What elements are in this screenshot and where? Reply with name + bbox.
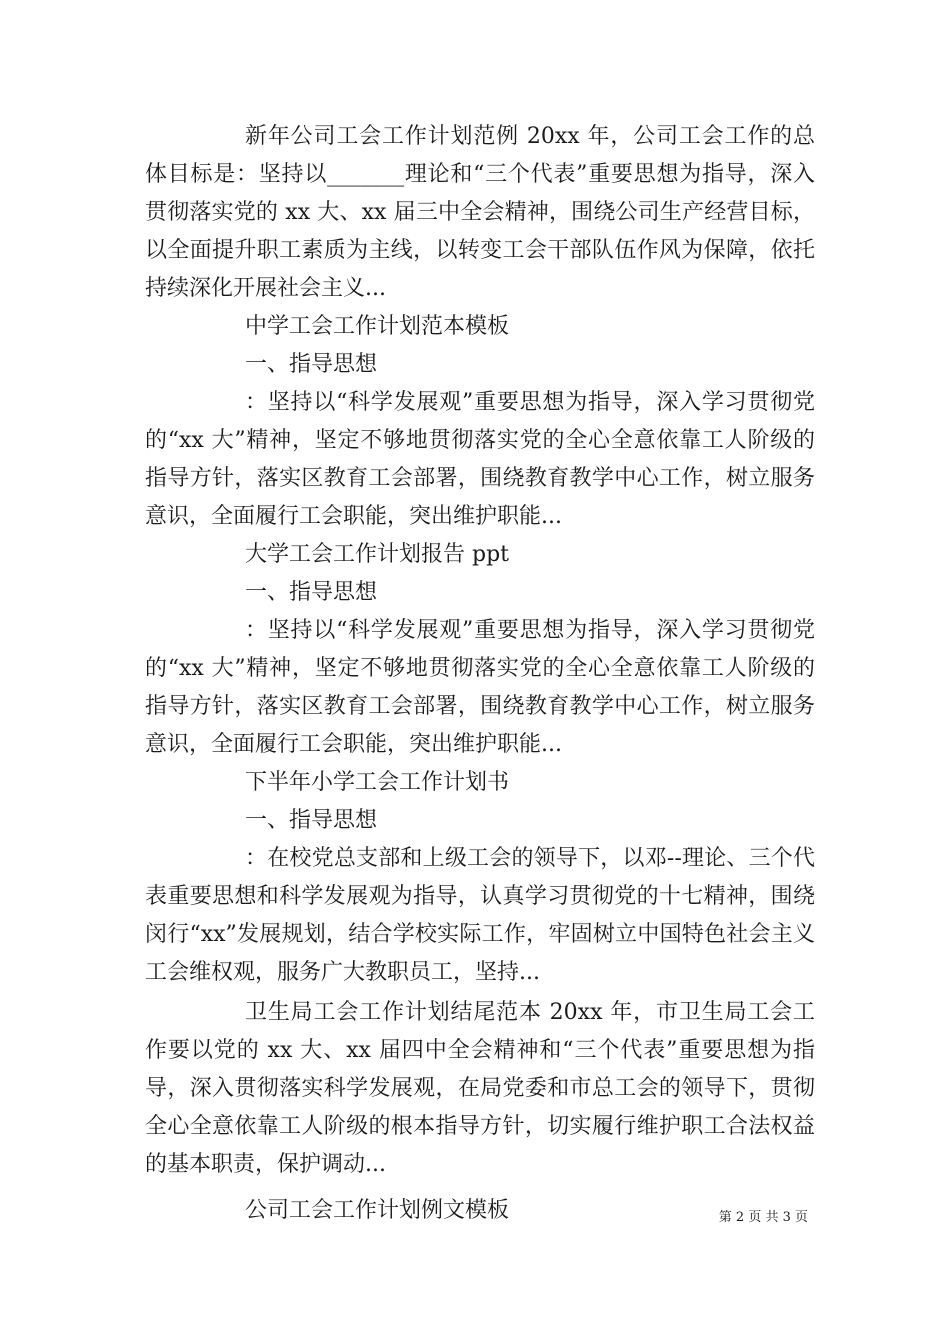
- heading-primary-school-plan: 下半年小学工会工作计划书: [245, 770, 510, 795]
- paragraph-university-guiding: ：坚持以“科学发展观”重要思想为指导，深入学习贯彻党的“xx 大”精神，坚定不够地贯彻落实党的全心全意依靠工人阶级的指导方针，落实区教育工会部署，围绕教育教学中心工作，树立服务意识，全面履行工会职能，突出维护职能...: [145, 618, 815, 757]
- paragraph-company-plan-intro: 新年公司工会工作计划范例 20xx 年，公司工会工作的总体目标是：坚持以_______理论和“三个代表”重要思想为指导，深入贯彻落实党的 xx 大、xx 届三中全会精神，围绕公司生产经营目标，以全面提升职工素质为主线，以转变工会干部队伍作风为保障，依托持续深化开展社会主义...: [145, 124, 815, 301]
- heading-company-plan-template: 公司工会工作计划例文模板: [245, 1198, 510, 1223]
- heading-middle-school-plan: 中学工会工作计划范本模板: [245, 314, 510, 339]
- heading-university-plan: 大学工会工作计划报告 ppt: [245, 542, 510, 567]
- page-number-footer: 第 2 页 共 3 页: [718, 1210, 808, 1225]
- subheading-guiding-thought-1: 一、指导思想: [245, 352, 378, 377]
- subheading-guiding-thought-2: 一、指导思想: [245, 580, 378, 605]
- paragraph-primary-school-guiding: ：在校党总支部和上级工会的领导下，以邓--理论、三个代表重要思想和科学发展观为指导，认真学习贯彻党的十七精神，围绕闵行“xx”发展规划，结合学校实际工作，牢固树立中国特色社会主义工会维权观，服务广大教职员工，坚持...: [145, 846, 815, 985]
- document-body: [145, 118, 815, 1230]
- paragraph-health-bureau-plan: 卫生局工会工作计划结尾范本 20xx 年，市卫生局工会工作要以党的 xx 大、xx 届四中全会精神和“三个代表”重要思想为指导，深入贯彻落实科学发展观，在局党委和市总工会的领导下，贯彻全心全意依靠工人阶级的根本指导方针，切实履行维护职工合法权益的基本职责，保护调动...: [145, 1000, 815, 1177]
- paragraph-middle-school-guiding: ：坚持以“科学发展观”重要思想为指导，深入学习贯彻党的“xx 大”精神，坚定不够地贯彻落实党的全心全意依靠工人阶级的指导方针，落实区教育工会部署，围绕教育教学中心工作，树立服务意识，全面履行工会职能，突出维护职能...: [145, 390, 815, 529]
- subheading-guiding-thought-3: 一、指导思想: [245, 808, 378, 833]
